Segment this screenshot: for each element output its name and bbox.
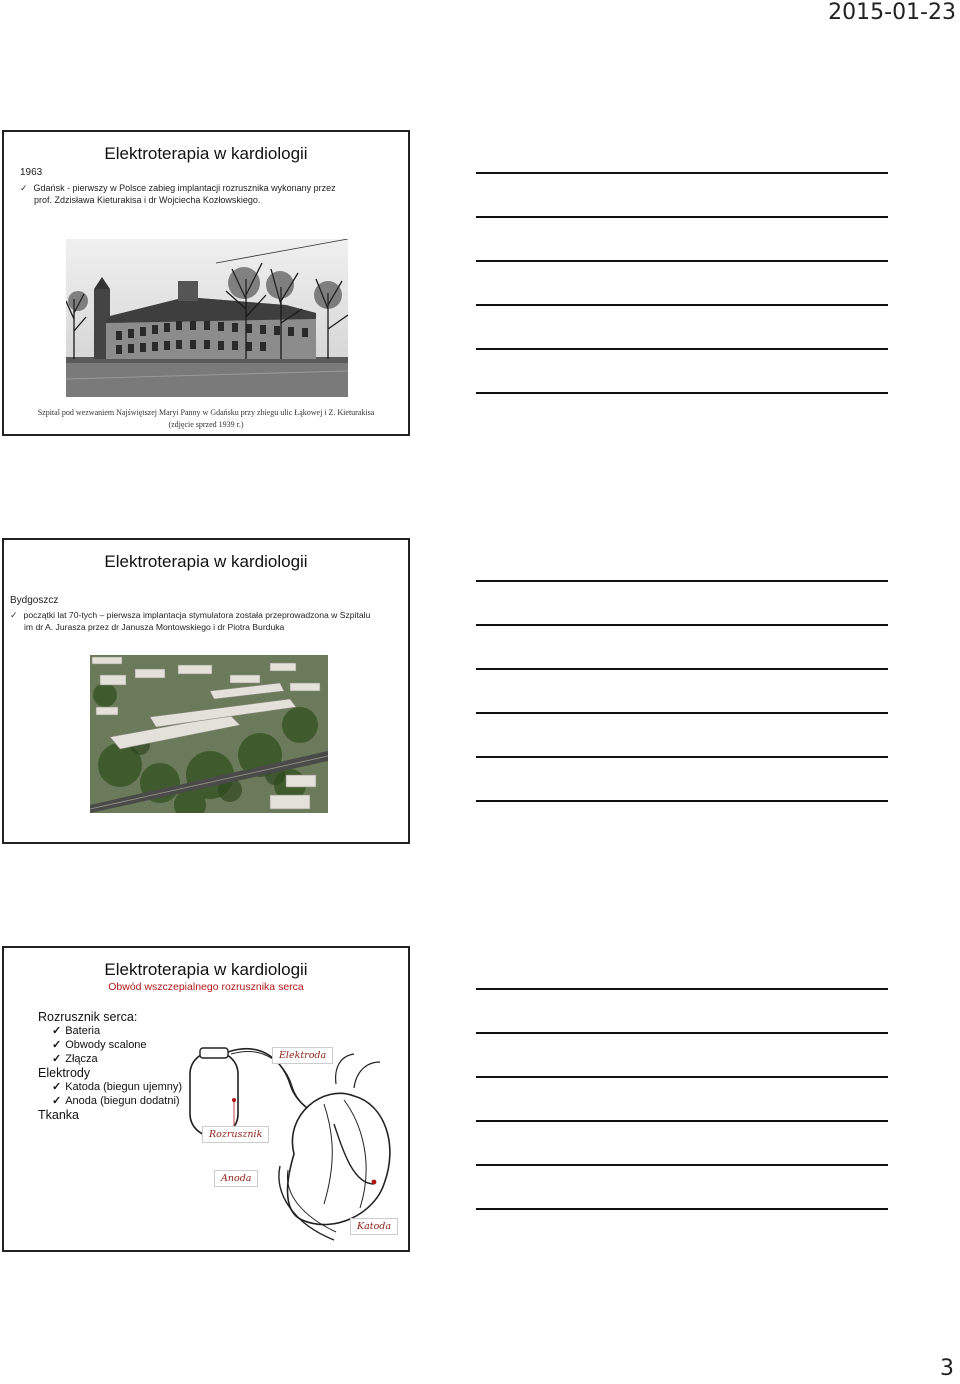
list-item	[38, 1052, 182, 1066]
note-line	[476, 580, 888, 582]
list-item	[38, 1038, 182, 1052]
slide-3-subtitle	[4, 981, 408, 993]
check-icon: ✓	[52, 1081, 62, 1093]
hospital-gdansk-photo	[66, 239, 348, 397]
list-item	[38, 1024, 182, 1038]
note-line	[476, 304, 888, 306]
pacemaker-heart-diagram	[184, 1044, 404, 1244]
slide-3-subtitle-text: Obwód wszczepialnego rozrusznika serca	[108, 981, 304, 993]
list-item-label: Anoda (biegun dodatni)	[65, 1095, 180, 1107]
slide-2	[2, 538, 410, 844]
slide-3	[2, 946, 410, 1252]
check-icon: ✓	[52, 1053, 62, 1065]
note-line	[476, 348, 888, 350]
hospital-bydgoszcz-aerial-photo	[90, 655, 328, 813]
slide-1-caption-line-2: (zdjęcie sprzed 1939 r.)	[168, 420, 244, 429]
check-icon: ✓	[20, 183, 28, 193]
heading-pacemaker: Rozrusznik serca:	[38, 1010, 138, 1024]
heading-electrodes: Elektrody	[38, 1066, 91, 1080]
note-line	[476, 172, 888, 174]
slide-1-bullet-line-2: prof. Zdzisława Kieturakisa i dr Wojciecha Kozłowskiego.	[34, 195, 261, 205]
list-item-label: Złącza	[65, 1053, 98, 1065]
label-pacemaker: Rozrusznik	[202, 1126, 269, 1143]
note-line	[476, 392, 888, 394]
list-item	[38, 1080, 182, 1094]
slide-1	[2, 130, 410, 436]
note-line	[476, 1076, 888, 1078]
pacemaker-device-icon	[190, 1052, 238, 1136]
label-electrode: Elektroda	[272, 1047, 333, 1064]
note-line	[476, 1208, 888, 1210]
slide-3-title: Elektroterapia w kardiologii	[104, 960, 308, 979]
list-item	[38, 1094, 182, 1108]
note-line	[476, 216, 888, 218]
label-anode: Anoda	[214, 1170, 258, 1187]
note-line	[476, 1032, 888, 1034]
heading-tissue: Tkanka	[38, 1108, 79, 1122]
slide-1-year: 1963	[20, 167, 43, 178]
slide-2-bullet-line-1: początki lat 70-tych – pierwsza implantacja stymulatora została przeprowadzona w Szpitalu	[23, 610, 371, 620]
check-icon: ✓	[52, 1039, 62, 1051]
check-icon: ✓	[52, 1025, 62, 1037]
slide-1-bullet	[20, 182, 336, 206]
slide-1-bullet-line-1: Gdańsk - pierwszy w Polsce zabieg implantacji rozrusznika wykonany przez	[33, 183, 336, 193]
slide-1-title: Elektroterapia w kardiologii	[104, 144, 308, 163]
slide-3-list	[38, 1010, 182, 1122]
heart-icon	[288, 1093, 390, 1224]
slide-2-bullet-line-2: im dr A. Jurasza przez dr Janusza Montowskiego i dr Piotra Burduka	[24, 622, 285, 632]
list-item-label: Bateria	[65, 1025, 101, 1037]
note-line	[476, 800, 888, 802]
note-line	[476, 260, 888, 262]
slide-1-caption-line-1: Szpital pod wezwaniem Najświętszej Maryi Panny w Gdańsku przy zbiegu ulic Łąkowej i Z. Kieturakisa	[37, 408, 375, 417]
note-line	[476, 988, 888, 990]
slide-2-title: Elektroterapia w kardiologii	[104, 552, 308, 571]
list-item-label: Obwody scalone	[65, 1039, 147, 1051]
note-line	[476, 668, 888, 670]
note-line	[476, 712, 888, 714]
slide-2-city: Bydgoszcz	[10, 595, 59, 606]
slide-2-bullet	[10, 609, 370, 633]
note-line	[476, 756, 888, 758]
slide-1-caption	[4, 407, 408, 431]
label-cathode: Katoda	[350, 1218, 398, 1235]
list-item-label: Katoda (biegun ujemny)	[65, 1081, 183, 1093]
check-icon: ✓	[10, 610, 18, 620]
check-icon: ✓	[52, 1095, 62, 1107]
header-date: 2015-01-23	[828, 0, 956, 25]
page-number: 3	[940, 1356, 954, 1381]
note-line	[476, 624, 888, 626]
note-line	[476, 1120, 888, 1122]
note-line	[476, 1164, 888, 1166]
